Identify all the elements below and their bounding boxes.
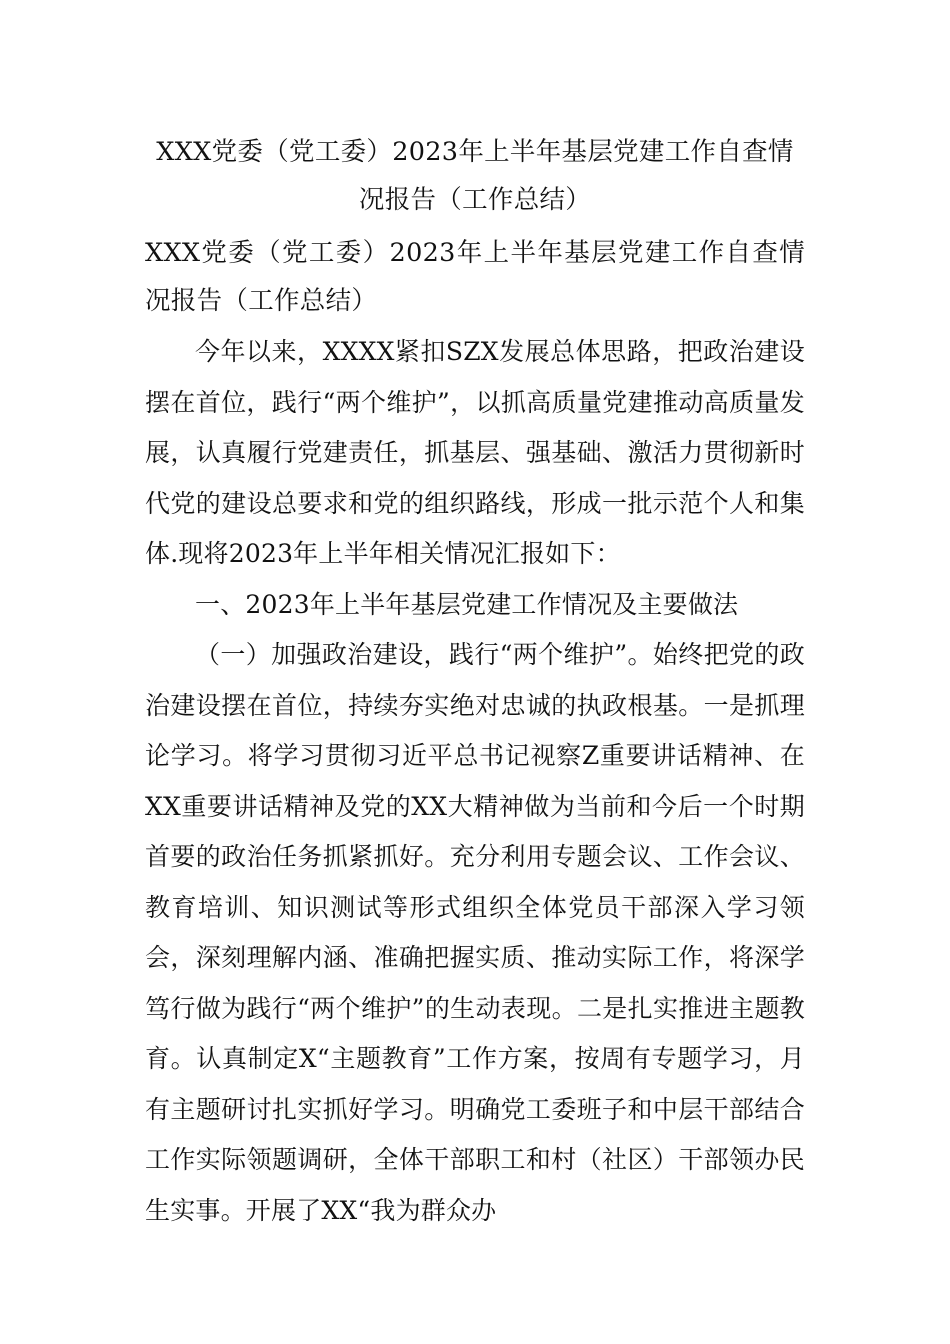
section-heading-1: 一、2023年上半年基层党建工作情况及主要做法: [195, 589, 739, 619]
document-body: [145, 327, 805, 1236]
document-subtitle: XXX党委（党工委）2023年上半年基层党建工作自查情况报告（工作总结）: [145, 238, 805, 316]
paragraph-political-building: （一）加强政治建设，践行“两个维护”。始终把党的政治建设摆在首位，持续夯实绝对忠诚的执政根基。一是抓理论学习。将学习贯彻习近平总书记视察Z重要讲话精神、在XX重要讲话精神及党的XX大精神做为当前和今后一个时期首要的政治任务抓紧抓好。充分利用专题会议、工作会议、教育培训、知识测试等形式组织全体党员干部深入学习领会，深刻理解内涵、准确把握实质、推动实际工作，将深学笃行做为践行“两个维护”的生动表现。二是扎实推进主题教育。认真制定X“主题教育”工作方案，按周有专题学习，月有主题研讨扎实抓好学习。明确党工委班子和中层干部结合工作实际领题调研，全体干部职工和村（社区）干部领办民生实事。开展了XX“我为群众办: [145, 640, 805, 1225]
document-title: XXX党委（党工委）2023年上半年基层党建工作自查情况报告（工作总结）: [156, 137, 794, 215]
paragraph-intro: 今年以来，XXXX紧扣SZX发展总体思路，把政治建设摆在首位，践行“两个维护”，以抓高质量党建推动高质量发展，认真履行党建责任，抓基层、强基础、激活力贯彻新时代党的建设总要求和党的组织路线，形成一批示范个人和集体.现将2023年上半年相关情况汇报如下：: [145, 337, 805, 568]
